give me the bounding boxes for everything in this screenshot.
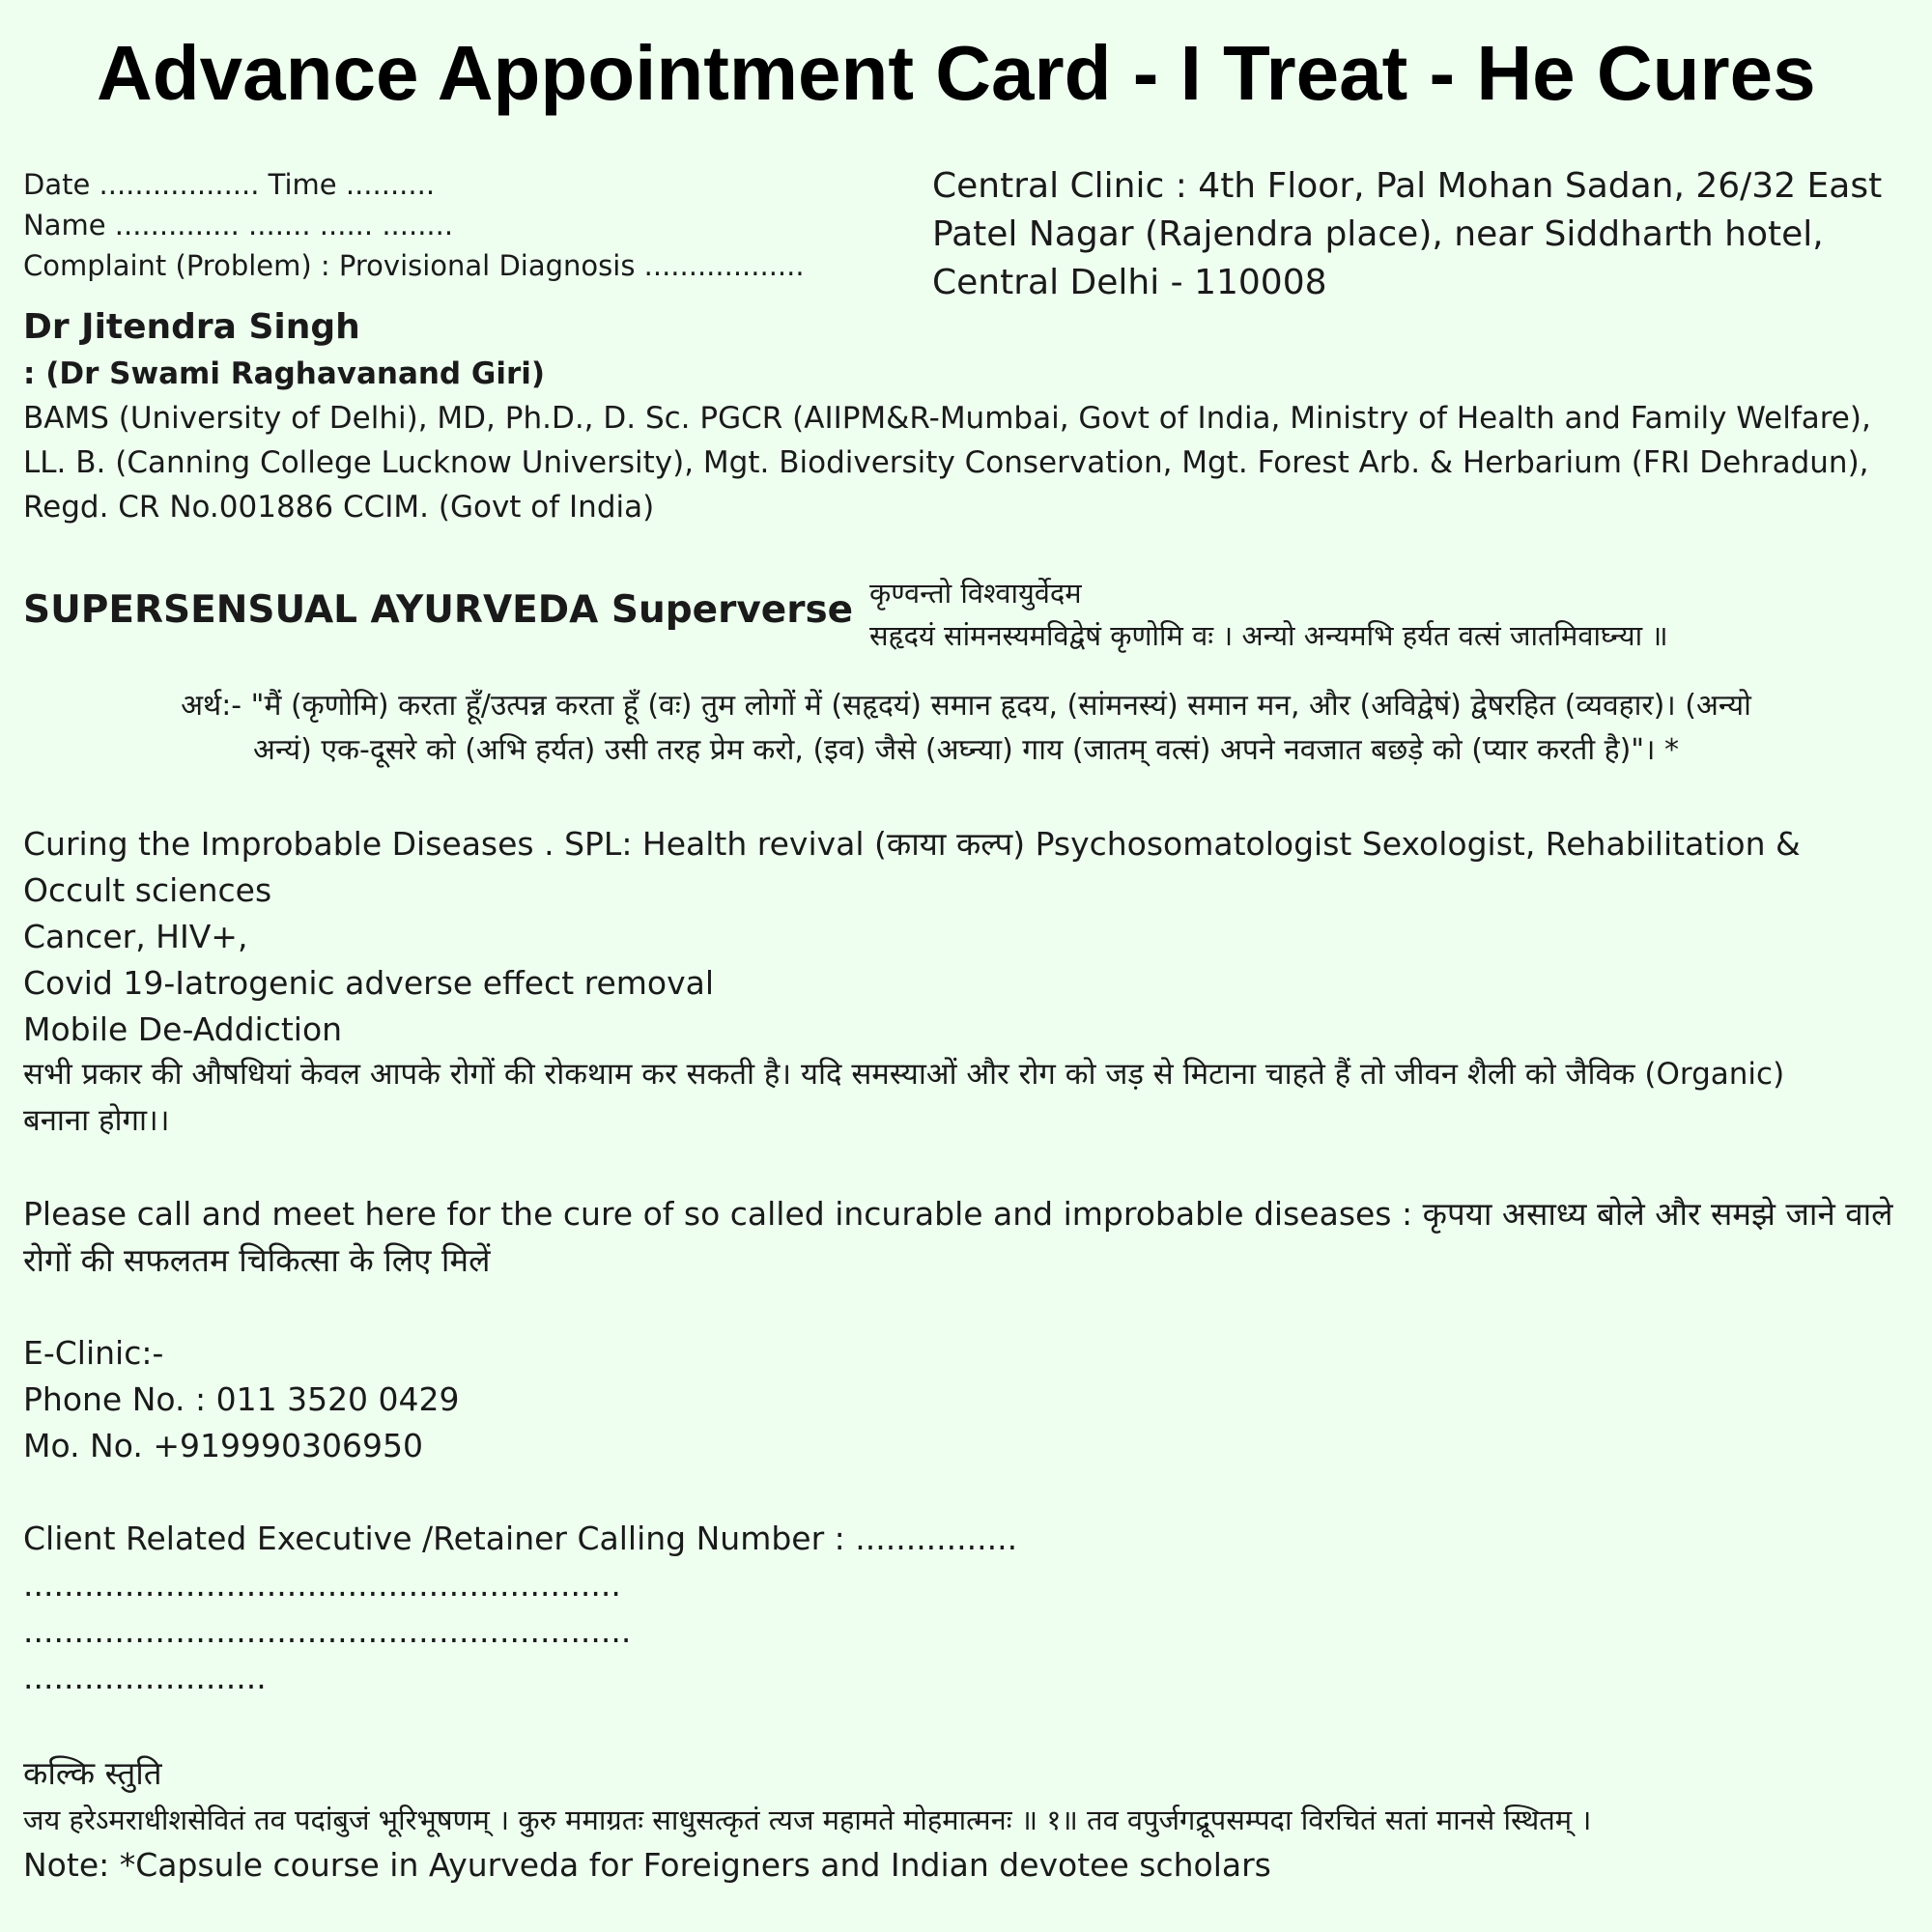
address-line: Patel Nagar (Rajendra place), near Siddharth hotel, [932, 214, 1824, 254]
sanskrit-verse [869, 572, 1913, 657]
speciality-line: Covid 19-Iatrogenic adverse effect removal [23, 964, 715, 1002]
section-heading-supersensual: SUPERSENSUAL AYURVEDA Superverse [23, 588, 854, 632]
kalki-title: कल्कि स्तुति [23, 1754, 162, 1792]
blank-fill-line: ............................................................ [23, 1612, 632, 1650]
qualification-line: LL. B. (Canning College Lucknow University), Mgt. Biodiversity Conservation, Mgt. Forest Arb. & Herbarium (FRI Dehradun), [23, 445, 1869, 480]
doctor-alias: : (Dr Swami Raghavanand Giri) [23, 356, 546, 391]
client-executive-section [23, 1516, 1917, 1701]
appointment-form-fields [23, 164, 805, 286]
qualification-line: BAMS (University of Delhi), MD, Ph.D., D. Sc. PGCR (AIIPM&R-Mumbai, Govt of India, Ministry of Health and Family Welfare), [23, 401, 1871, 436]
client-executive-line: Client Related Executive /Retainer Calling Number : ................ [23, 1520, 1018, 1557]
speciality-line: Mobile De-Addiction [23, 1010, 343, 1048]
address-line: Central Delhi - 110008 [932, 263, 1327, 302]
name-field: Name .............. ....... ...... ........ [23, 209, 454, 242]
footer-note: Note: *Capsule course in Ayurveda for Foreigners and Indian devotee scholars [23, 1846, 1271, 1884]
verse-line: सहृदयं सांमनस्यमविद्वेषं कृणोमि वः । अन्यो अन्यमभि हर्यत वत्सं जातमिवाघ्न्या ॥ [869, 619, 1668, 652]
doctor-name: Dr Jitendra Singh [23, 307, 360, 347]
meaning-line: अन्यं) एक-दूसरे को (अभि हर्यत) उसी तरह प्रेम करो, (इव) जैसे (अघ्न्या) गाय (जातम् वत्सं) अपने नवजात बछड़े को (प्यार करती है)"। * [252, 733, 1679, 767]
call-to-action [23, 1191, 1917, 1284]
complaint-field: Complaint (Problem) : Provisional Diagnosis .................. [23, 249, 805, 282]
specialities [23, 821, 1917, 1053]
page-title: Advance Appointment Card - I Treat - He Cures [97, 30, 1816, 116]
kalki-verse: जय हरेऽमराधीशसेवितं तव पदांबुजं भूरिभूषणम् । कुरु ममाग्रतः साधुसत्कृतं त्यज महामते मोहमात्मनः ॥ १॥ तव वपुर्जगद्रूपसम्पदा विरचितं सतां मानसे स्थितम् । [23, 1804, 1592, 1836]
cta-line: रोगों की सफलतम चिकित्सा के लिए मिलें [23, 1241, 491, 1279]
lifestyle-line: सभी प्रकार की औषधियां केवल आपके रोगों की रोकथाम कर सकती है। यदि समस्याओं और रोग को जड़ से मिटाना चाहते हैं तो जीवन शैली को जैविक (Organic) [23, 1057, 1785, 1092]
speciality-line: Curing the Improbable Diseases . SPL: Health revival (काया कल्प) Psychosomatologist Sexologist, Rehabilitation & [23, 825, 1801, 863]
mobile-number: Mo. No. +919990306950 [23, 1427, 423, 1464]
meaning-line: अर्थ:- "मैं (कृणोमि) करता हूँ/उत्पन्न करता हूँ (वः) तुम लोगों में (सहृदयं) समान हृदय, (सांमनस्यं) समान मन, और (अविद्वेषं) द्वेषरहित (व्यवहार)। (अन्यो [181, 689, 1751, 723]
speciality-line: Cancer, HIV+, [23, 918, 248, 955]
date-time-field: Date .................. Time .......... [23, 168, 436, 201]
lifestyle-line: बनाना होगा।। [23, 1103, 170, 1138]
clinic-address [932, 162, 1898, 307]
blank-fill-line: ........................................................... [23, 1566, 621, 1604]
e-clinic-contact [23, 1330, 1917, 1469]
verse-meaning [39, 684, 1893, 773]
address-line: Central Clinic : 4th Floor, Pal Mohan Sadan, 26/32 East [932, 166, 1883, 206]
doctor-info [23, 303, 1917, 529]
kalki-stuti [23, 1750, 1917, 1843]
verse-line: कृण्वन्तो विश्वायुर्वेदम [869, 577, 1082, 610]
lifestyle-note [23, 1051, 1917, 1144]
blank-fill-line: ........................ [23, 1659, 267, 1696]
cta-line: Please call and meet here for the cure of so called incurable and improbable diseases : कृपया असाध्य बोले और समझे जाने वाले [23, 1195, 1893, 1233]
phone-number: Phone No. : 011 3520 0429 [23, 1380, 460, 1418]
e-clinic-label: E-Clinic:- [23, 1334, 164, 1372]
speciality-line: Occult sciences [23, 871, 272, 909]
qualification-line: Regd. CR No.001886 CCIM. (Govt of India) [23, 490, 655, 525]
